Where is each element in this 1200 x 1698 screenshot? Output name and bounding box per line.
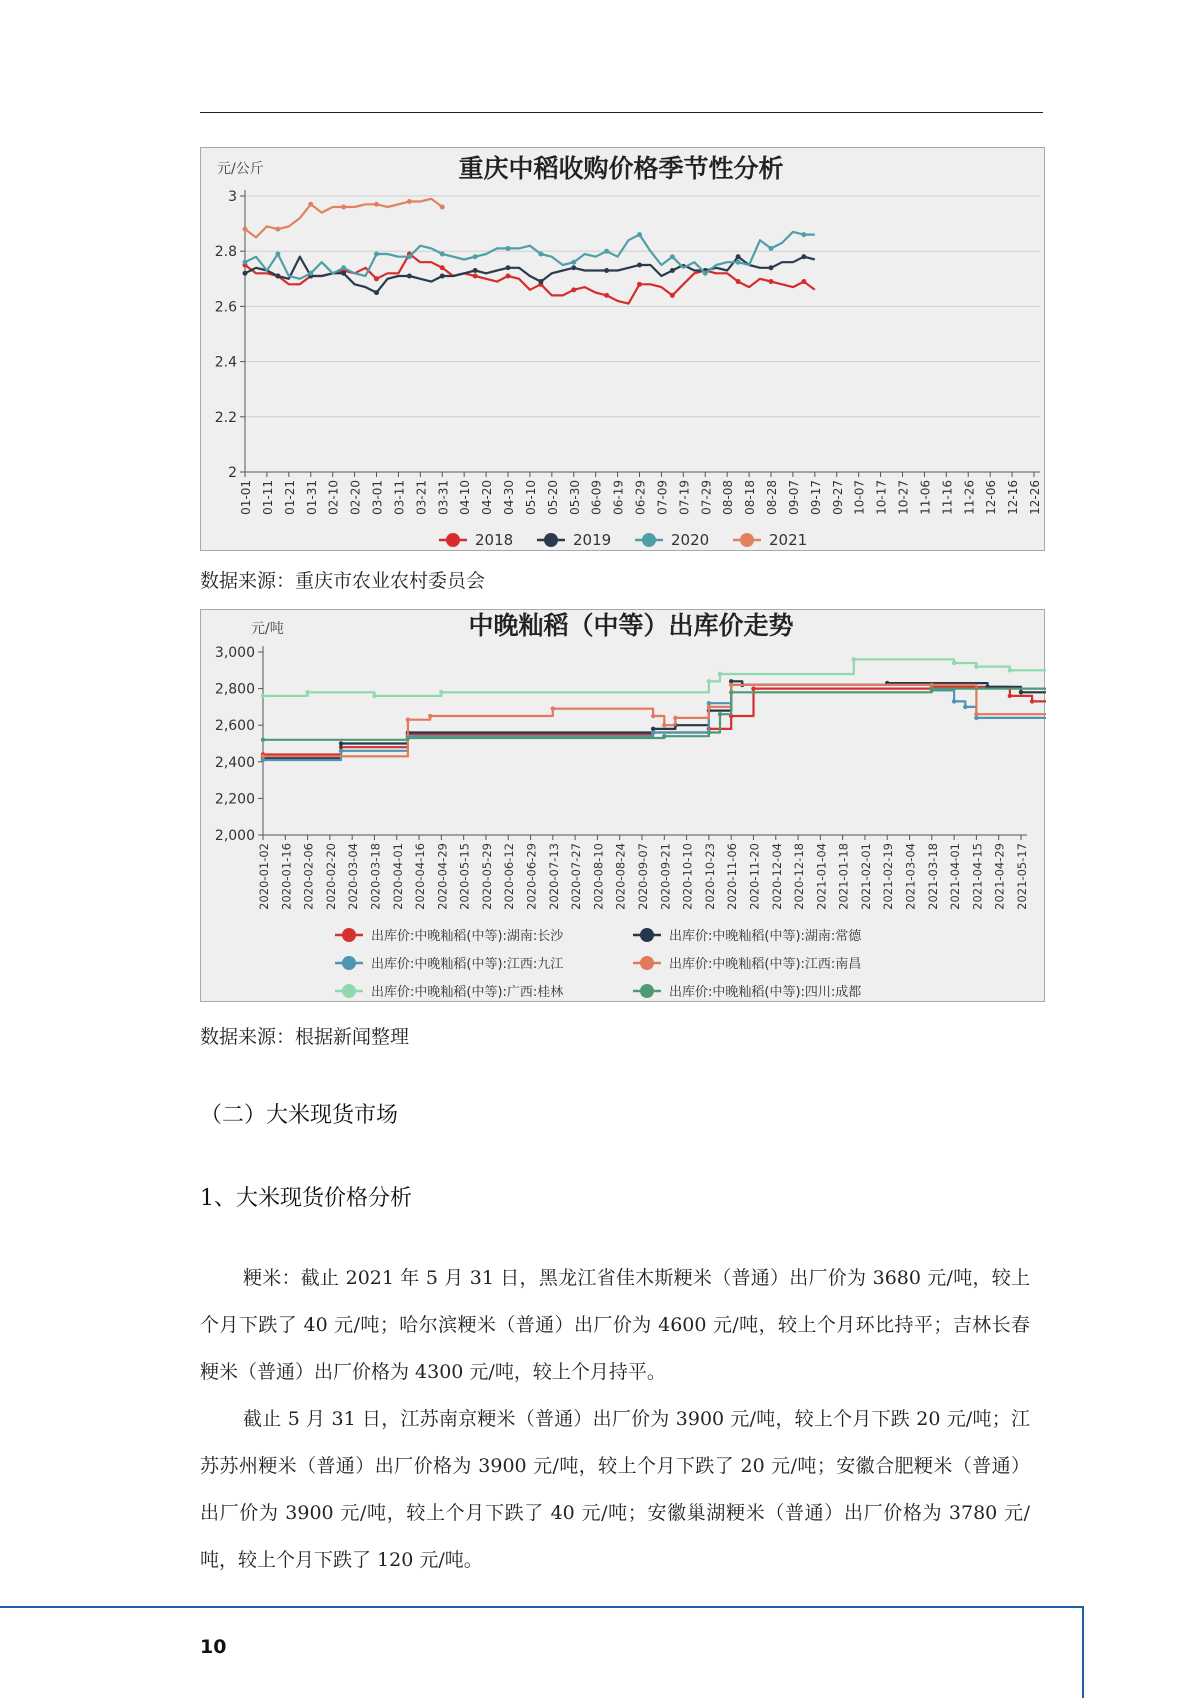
y-tick-label: 2,200	[214, 791, 255, 808]
legend-label: 出库价:中晚籼稻(中等):江西:南昌	[669, 957, 862, 972]
data-point	[670, 254, 675, 259]
x-tick-label: 2021-04-15	[970, 843, 985, 910]
data-point	[275, 274, 280, 279]
data-point	[571, 260, 576, 265]
paragraph-japonica: 粳米：截止 2021 年 5 月 31 日，黑龙江省佳木斯粳米（普通）出厂价为 3680 元/吨，较上个月下跌了 40 元/吨；哈尔滨粳米（普通）出厂价为 4600 元/吨，较上个月环比持平；吉林长春粳米（普通）出厂价格为 4300 元/吨，较上个月持平。	[200, 1267, 1030, 1383]
x-tick-label: 08-18	[743, 480, 758, 515]
data-point	[670, 293, 675, 298]
data-point	[729, 690, 733, 694]
seasonal-price-chart-svg	[201, 148, 1046, 552]
legend-marker	[544, 533, 558, 547]
x-tick-label: 2020-06-12	[502, 843, 517, 910]
chart-title: 中晚籼稻（中等）出库价走势	[468, 611, 794, 640]
data-point	[769, 246, 774, 251]
x-tick-label: 05-30	[567, 480, 582, 515]
data-point	[407, 274, 412, 279]
x-tick-label: 12-16	[1006, 480, 1021, 515]
y-tick-label: 2,000	[214, 828, 255, 844]
x-tick-label: 2020-03-04	[346, 843, 361, 910]
y-tick-label: 2,800	[214, 681, 255, 698]
subsection-heading: 1、大米现货价格分析	[200, 1186, 412, 1211]
legend-label: 2020	[671, 531, 710, 549]
x-tick-label: 2021-03-04	[903, 843, 918, 910]
x-tick-label: 2020-10-10	[680, 843, 695, 910]
legend-label: 出库价:中晚籼稻(中等):江西:九江	[371, 957, 564, 972]
data-point	[473, 254, 478, 259]
legend-marker	[640, 928, 654, 942]
data-point	[506, 274, 511, 279]
x-tick-label: 2020-09-07	[636, 843, 650, 910]
x-tick-label: 2020-05-29	[479, 843, 494, 910]
data-point	[571, 287, 576, 292]
page-number: 10	[200, 1636, 227, 1658]
x-tick-label: 01-01	[239, 480, 253, 515]
data-point	[651, 730, 655, 734]
data-point	[439, 690, 443, 694]
x-tick-label: 2020-06-29	[524, 843, 539, 910]
x-tick-label: 2020-11-06	[725, 843, 740, 910]
x-tick-label: 05-20	[545, 480, 560, 515]
data-point	[736, 260, 741, 265]
legend-label: 出库价:中晚籼稻(中等):广西:桂林	[371, 985, 564, 1000]
data-point	[1008, 668, 1012, 672]
legend-marker	[342, 984, 356, 998]
legend-label: 2021	[769, 531, 808, 549]
x-tick-label: 03-01	[370, 480, 385, 515]
legend-marker	[740, 533, 754, 547]
data-point	[374, 202, 379, 207]
y-axis-unit: 元/公斤	[217, 161, 264, 177]
data-point	[261, 754, 265, 758]
x-tick-label: 12-06	[984, 480, 999, 515]
data-point	[707, 679, 711, 683]
legend-marker	[640, 956, 654, 970]
data-point	[673, 716, 677, 720]
data-point	[473, 268, 478, 273]
data-point	[305, 690, 309, 694]
data-point	[670, 268, 675, 273]
y-tick-label: 2,400	[214, 754, 255, 771]
data-point	[341, 265, 346, 270]
data-point	[736, 279, 741, 284]
data-point	[707, 730, 711, 734]
data-point	[1019, 690, 1023, 694]
data-point	[662, 723, 666, 727]
x-tick-label: 11-26	[962, 480, 977, 515]
data-point	[769, 279, 774, 284]
data-point	[341, 205, 346, 210]
x-tick-label: 08-28	[765, 480, 779, 515]
chart-title: 重庆中稻收购价格季节性分析	[458, 154, 784, 183]
seasonal-price-chart	[200, 147, 1045, 551]
data-point	[751, 686, 755, 690]
y-tick-label: 2.4	[214, 354, 237, 371]
data-point	[801, 279, 806, 284]
x-tick-label: 02-10	[326, 480, 341, 515]
legend-marker	[446, 533, 460, 547]
data-point	[952, 699, 956, 703]
data-point	[703, 271, 708, 276]
x-tick-label: 06-29	[633, 480, 648, 515]
x-tick-label: 11-06	[918, 480, 933, 515]
data-point	[308, 202, 313, 207]
x-tick-label: 2020-02-20	[323, 843, 338, 910]
data-point	[506, 265, 511, 270]
x-tick-label: 2021-01-04	[814, 843, 829, 910]
data-point	[930, 686, 934, 690]
y-tick-label: 2	[228, 465, 237, 481]
x-tick-label: 06-19	[611, 480, 626, 515]
x-tick-label: 06-09	[589, 480, 604, 515]
x-tick-label: 2020-04-16	[413, 843, 428, 910]
data-point	[407, 254, 412, 259]
data-point	[974, 664, 978, 668]
x-tick-label: 10-07	[852, 480, 867, 515]
data-point	[406, 736, 410, 740]
data-point	[339, 741, 343, 745]
data-point	[243, 260, 248, 265]
x-tick-label: 07-29	[699, 480, 714, 515]
x-tick-label: 10-27	[896, 480, 911, 515]
data-point	[243, 271, 248, 276]
warehouse-price-chart	[200, 609, 1045, 1002]
x-tick-label: 2020-07-27	[569, 843, 584, 910]
data-point	[407, 199, 412, 204]
legend-marker	[342, 928, 356, 942]
x-tick-label: 2021-02-01	[858, 843, 873, 910]
data-point	[374, 251, 379, 256]
data-point	[571, 265, 576, 270]
x-tick-label: 08-08	[721, 480, 736, 515]
x-tick-label: 2020-07-13	[546, 843, 561, 910]
data-point	[551, 707, 555, 711]
x-tick-label: 12-26	[1028, 480, 1042, 515]
x-tick-label: 2021-03-18	[925, 843, 940, 910]
data-point	[651, 714, 655, 718]
x-tick-label: 09-17	[808, 480, 823, 515]
x-tick-label: 03-11	[392, 480, 407, 515]
footer-side-rule	[1082, 1606, 1084, 1698]
x-tick-label: 2021-05-17	[1015, 843, 1029, 910]
x-tick-label: 01-31	[304, 480, 319, 515]
data-point	[1030, 699, 1034, 703]
series-line-3	[245, 232, 815, 279]
data-point	[952, 661, 956, 665]
x-tick-label: 2021-04-01	[948, 843, 963, 910]
data-point	[341, 271, 346, 276]
y-tick-label: 2.8	[214, 244, 237, 261]
data-point	[440, 265, 445, 270]
series-line-5	[263, 659, 1046, 696]
data-point	[729, 683, 733, 687]
x-tick-label: 2020-01-02	[257, 843, 271, 910]
x-tick-label: 05-10	[523, 480, 538, 515]
data-point	[538, 279, 543, 284]
data-point	[506, 246, 511, 251]
data-point	[275, 251, 280, 256]
section-heading: （二）大米现货市场	[200, 1103, 399, 1128]
data-point	[440, 251, 445, 256]
data-point	[662, 734, 666, 738]
footer-rule	[0, 1606, 1083, 1608]
x-tick-label: 04-30	[502, 480, 516, 515]
chart2-source: 数据来源：根据新闻整理	[200, 1026, 410, 1048]
data-point	[308, 271, 313, 276]
x-tick-label: 2020-02-06	[301, 843, 316, 910]
data-point	[339, 749, 343, 753]
data-point	[604, 268, 609, 273]
data-point	[736, 254, 741, 259]
x-tick-label: 07-09	[655, 480, 670, 515]
data-point	[801, 254, 806, 259]
x-tick-label: 2020-04-29	[435, 843, 450, 910]
x-tick-label: 2020-10-23	[702, 843, 717, 910]
x-tick-label: 09-27	[830, 480, 845, 515]
legend-label: 出库价:中晚籼稻(中等):湖南:常德	[669, 929, 862, 944]
x-tick-label: 04-20	[480, 480, 495, 515]
data-point	[374, 290, 379, 295]
x-tick-label: 11-16	[940, 480, 955, 515]
x-tick-label: 2020-12-04	[769, 843, 784, 910]
data-point	[604, 249, 609, 254]
legend-label: 出库价:中晚籼稻(中等):四川:成都	[669, 985, 862, 1000]
x-tick-label: 01-11	[260, 480, 275, 515]
x-tick-label: 2020-11-20	[747, 843, 762, 910]
data-point	[637, 282, 642, 287]
x-tick-label: 2021-02-19	[881, 843, 896, 910]
y-tick-label: 3	[228, 189, 237, 205]
legend-marker	[640, 984, 654, 998]
x-tick-label: 2020-09-21	[658, 843, 673, 910]
y-tick-label: 2.6	[214, 299, 237, 316]
legend-label: 出库价:中晚籼稻(中等):湖南:长沙	[371, 929, 564, 944]
x-tick-label: 2021-01-18	[836, 843, 851, 910]
legend-marker	[642, 533, 656, 547]
legend-label: 2019	[573, 531, 612, 549]
y-tick-label: 3,000	[214, 645, 255, 661]
x-tick-label: 09-07	[786, 480, 801, 515]
x-tick-label: 04-10	[458, 480, 473, 515]
x-tick-label: 2020-08-24	[613, 843, 628, 910]
y-tick-label: 2.2	[214, 409, 237, 426]
data-point	[374, 276, 379, 281]
x-tick-label: 2020-05-15	[457, 843, 472, 910]
chart1-source: 数据来源：重庆市农业农村委员会	[200, 570, 486, 592]
data-point	[261, 694, 265, 698]
x-tick-label: 07-19	[677, 480, 692, 515]
data-point	[852, 657, 856, 661]
data-point	[1008, 694, 1012, 698]
x-tick-label: 03-21	[414, 480, 429, 515]
legend-label: 2018	[475, 531, 514, 549]
y-axis-unit: 元/吨	[251, 621, 284, 637]
data-point	[974, 712, 978, 716]
data-point	[801, 232, 806, 237]
data-point	[963, 705, 967, 709]
x-tick-label: 10-17	[874, 480, 889, 515]
y-tick-label: 2,600	[214, 718, 255, 735]
data-point	[637, 232, 642, 237]
warehouse-price-chart-svg	[201, 610, 1046, 1003]
data-point	[473, 274, 478, 279]
data-point	[372, 694, 376, 698]
x-tick-label: 2020-01-16	[279, 843, 294, 910]
data-point	[604, 293, 609, 298]
x-tick-label: 02-20	[348, 480, 363, 515]
paragraph-jiangsu-anhui: 截止 5 月 31 日，江苏南京粳米（普通）出厂价为 3900 元/吨，较上个月下跌 20 元/吨；江苏苏州粳米（普通）出厂价格为 3900 元/吨，较上个月下跌了 20 元/吨；安徽合肥粳米（普通）出厂价为 3900 元/吨，较上个月下跌了 40 元/吨；安徽巢湖粳米（普通）出厂价格为 3780 元/吨，较上个月下跌了 120 元/吨。	[200, 1408, 1030, 1571]
header-rule	[200, 112, 1043, 113]
data-point	[538, 251, 543, 256]
data-point	[637, 263, 642, 268]
x-tick-label: 2020-08-10	[591, 843, 606, 910]
data-point	[275, 227, 280, 232]
x-tick-label: 01-21	[282, 480, 297, 515]
x-tick-label: 2020-04-01	[390, 843, 405, 910]
legend-marker	[342, 956, 356, 970]
data-point	[707, 705, 711, 709]
data-point	[440, 205, 445, 210]
data-point	[718, 712, 722, 716]
data-point	[261, 738, 265, 742]
data-point	[718, 672, 722, 676]
x-tick-label: 03-31	[436, 480, 451, 515]
data-point	[440, 274, 445, 279]
data-point	[406, 718, 410, 722]
x-tick-label: 2020-12-18	[792, 843, 807, 910]
data-point	[769, 265, 774, 270]
x-tick-label: 2021-04-29	[992, 843, 1007, 910]
data-point	[243, 227, 248, 232]
x-tick-label: 2020-03-18	[368, 843, 383, 910]
data-point	[428, 714, 432, 718]
